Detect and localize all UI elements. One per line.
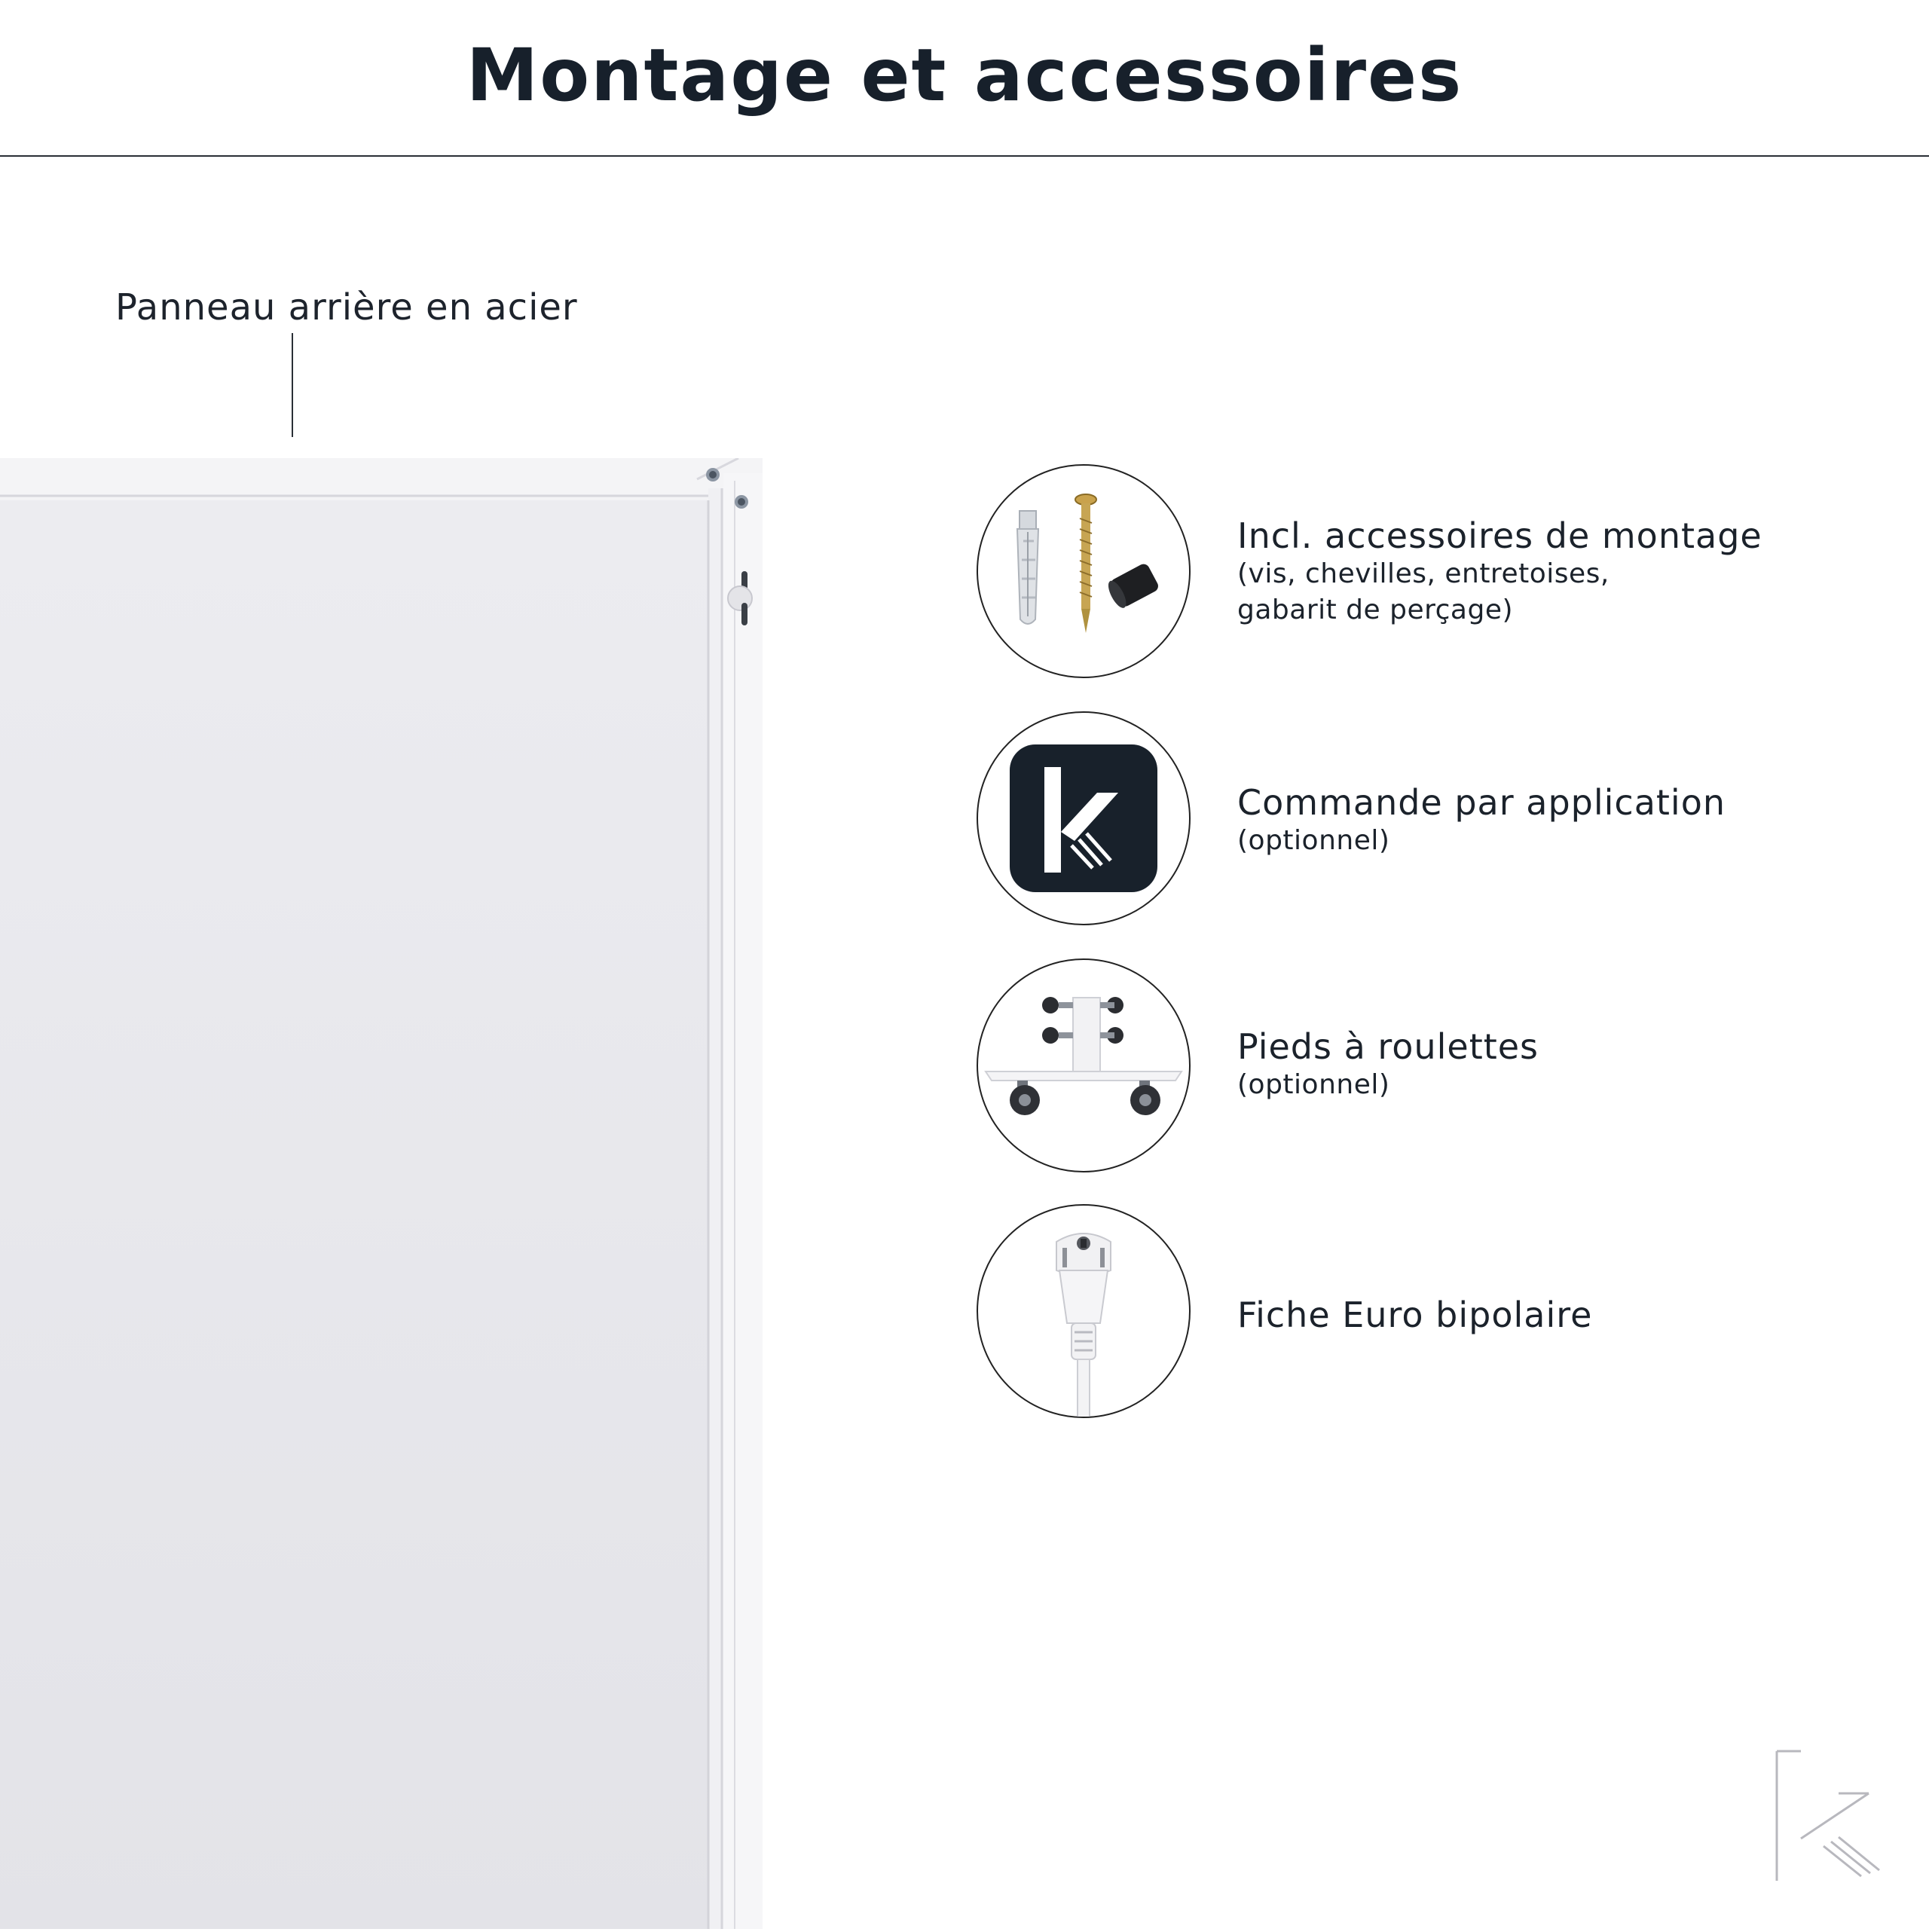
feature-title: Fiche Euro bipolaire xyxy=(1237,1295,1593,1335)
feature-subtitle-line: (optionnel) xyxy=(1237,825,1390,856)
page-title: Montage et accessoires xyxy=(466,33,1463,118)
panel-label: Panneau arrière en acier xyxy=(115,286,578,329)
steel-back-panel xyxy=(0,458,763,1929)
title-divider xyxy=(0,155,1929,157)
feature-title: Pieds à roulettes xyxy=(1237,1026,1539,1067)
brand-k-logo xyxy=(1771,1748,1884,1887)
feature-title: Commande par application xyxy=(1237,782,1726,823)
feature-subtitle-line: (vis, chevilles, entretoises, xyxy=(1237,558,1610,589)
feature-subtitle-line: gabarit de perçage) xyxy=(1237,595,1514,625)
euro-plug-icon xyxy=(977,1204,1191,1418)
feature-title: Incl. accessoires de montage xyxy=(1237,515,1762,556)
feature-mounting-kit xyxy=(977,464,1881,678)
panel-label-leader xyxy=(292,333,293,437)
caster-feet-icon xyxy=(977,958,1191,1172)
feature-subtitle-line: (optionnel) xyxy=(1237,1069,1390,1100)
feature-euro-plug xyxy=(977,1204,1881,1418)
feature-app-control xyxy=(977,711,1881,925)
k-app-icon xyxy=(977,711,1191,925)
screws-dowels-spacer-icon xyxy=(977,464,1191,678)
feature-caster-feet xyxy=(977,958,1881,1172)
